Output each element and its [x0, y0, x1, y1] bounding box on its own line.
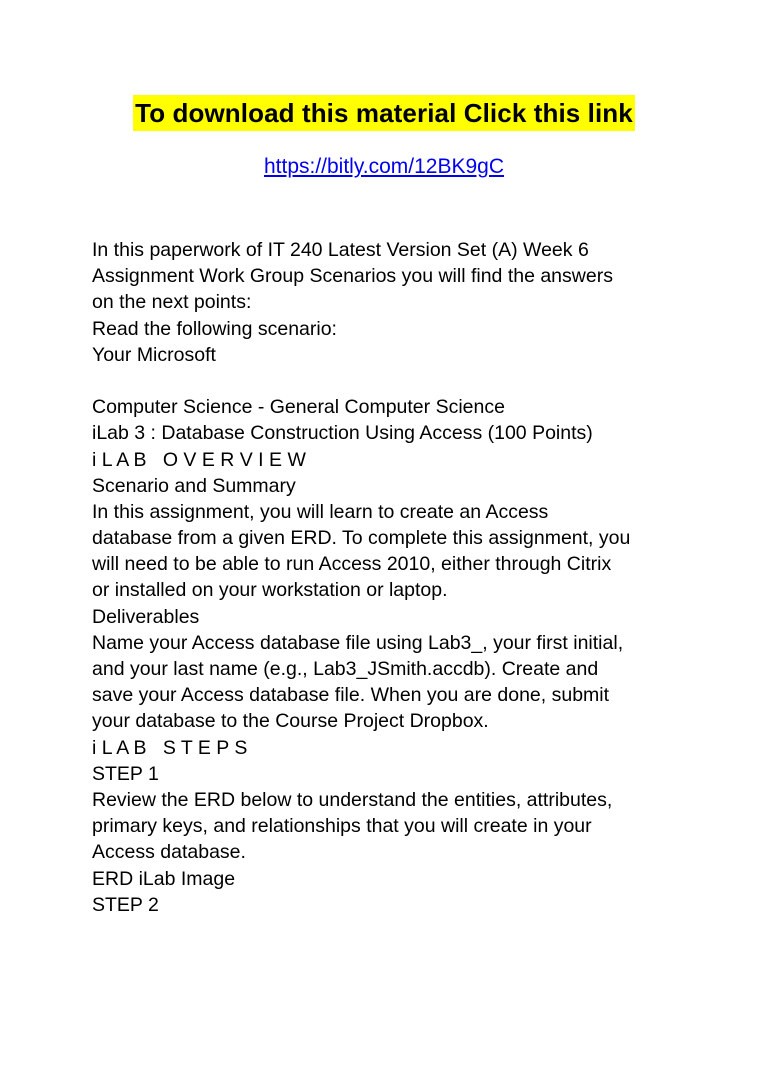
download-link[interactable]: https://bitly.com/12BK9gC [263, 155, 505, 178]
step-heading: STEP 1 [92, 762, 159, 785]
body-line: your database to the Course Project Dropbox. [92, 710, 489, 733]
course-line: Computer Science - General Computer Science [92, 396, 505, 419]
intro-line: on the next points: [92, 291, 252, 314]
ilab-title-line: iLab 3 : Database Construction Using Access (100 Points) [92, 422, 593, 445]
body-line: Review the ERD below to understand the entities, attributes, [92, 788, 613, 811]
intro-line: Assignment Work Group Scenarios you will find the answers [92, 265, 613, 288]
link-container [0, 152, 768, 182]
intro-line: Your Microsoft [92, 343, 216, 366]
body-line: save your Access database file. When you are done, submit [92, 684, 610, 707]
body-line: In this assignment, you will learn to create an Access [92, 500, 549, 523]
title-container [0, 95, 768, 131]
intro-line: Read the following scenario: [92, 317, 337, 340]
body-line: and your last name (e.g., Lab3_JSmith.accdb). Create and [92, 658, 599, 680]
body-line: or installed on your workstation or laptop. [92, 579, 448, 602]
ilab-overview-heading: i L A B O V E R V I E W [92, 448, 306, 471]
erd-image-caption: ERD iLab Image [92, 867, 236, 890]
download-title: To download this material Click this link [133, 95, 635, 131]
body-line: Access database. [92, 841, 246, 864]
intro-line: In this paperwork of IT 240 Latest Version Set (A) Week 6 [92, 239, 589, 261]
ilab-steps-heading: i L A B S T E P S [92, 736, 248, 759]
scenario-heading: Scenario and Summary [92, 474, 296, 497]
deliverables-heading: Deliverables [92, 605, 200, 628]
body-line: database from a given ERD. To complete this assignment, you [92, 527, 631, 550]
step-heading: STEP 2 [92, 893, 159, 916]
body-line: Name your Access database file using Lab3_, your first initial, [92, 631, 624, 654]
paragraph-spacer [92, 368, 692, 394]
body-line: primary keys, and relationships that you will create in your [92, 815, 592, 838]
body-line: will need to be able to run Access 2010, either through Citrix [92, 553, 612, 576]
document-body [92, 237, 692, 918]
